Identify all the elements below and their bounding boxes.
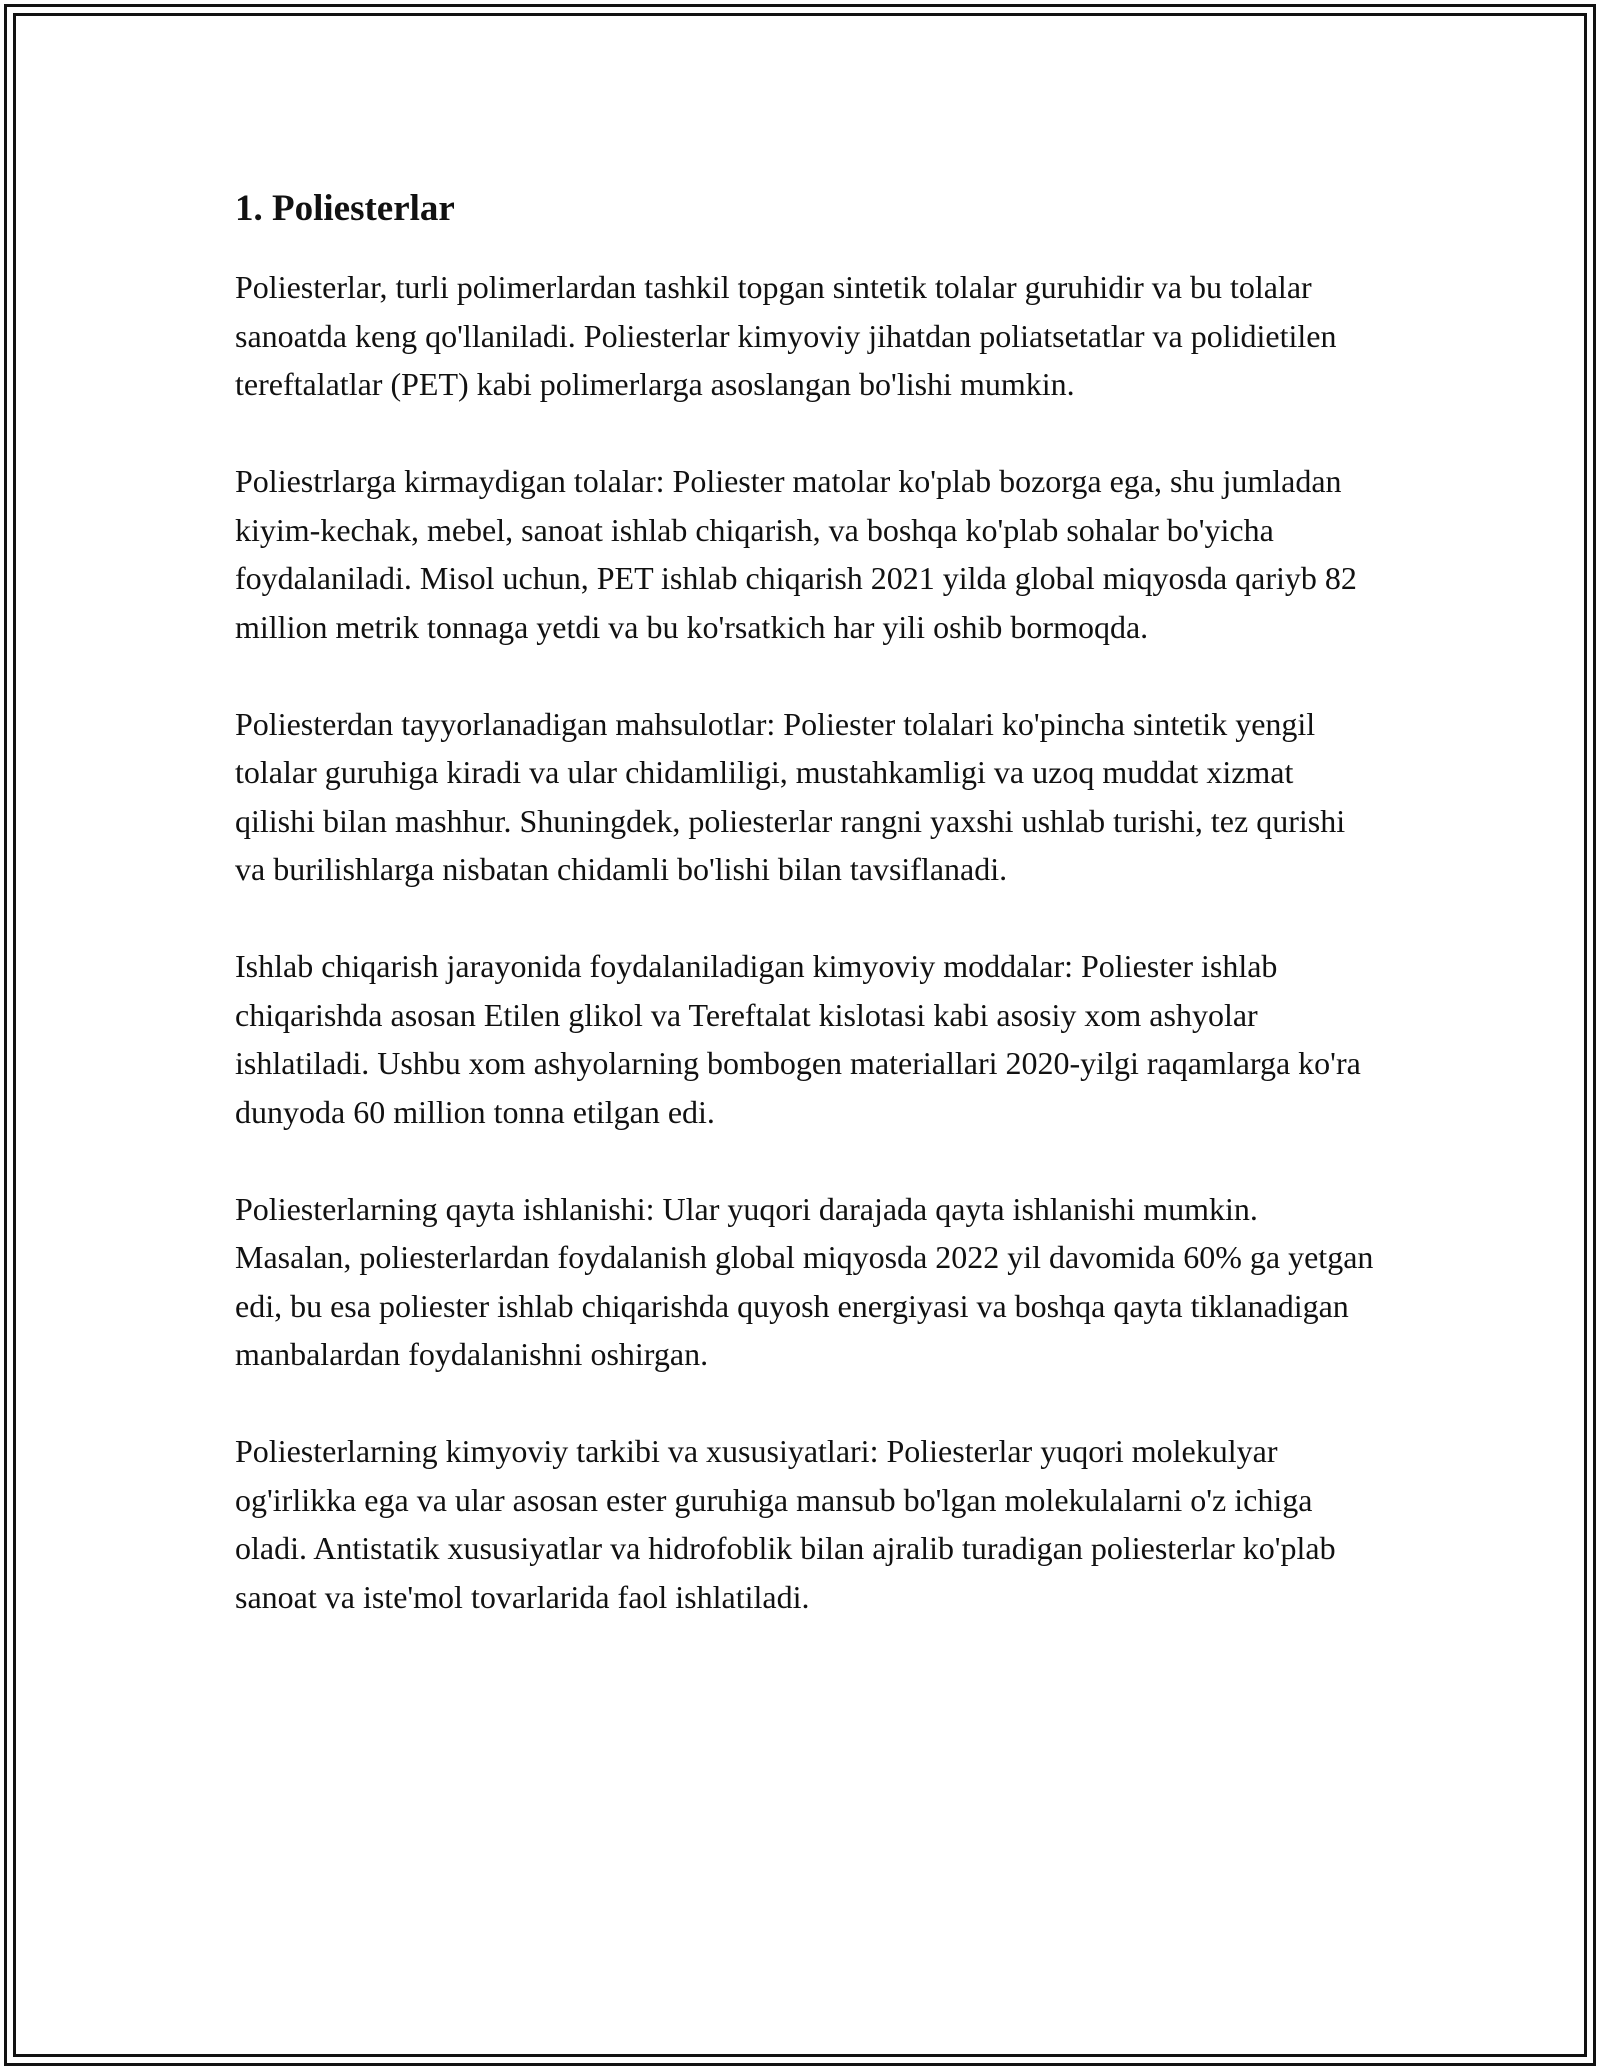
paragraph-intro: Poliesterlar, turli polimerlardan tashkil topgan sintetik tolalar guruhidir va bu tolalar sanoatda keng qo'llaniladi. Poliesterlar kimyoviy jihatdan poliatsetatlar va polidietilen tereftalatlar (PET) kabi polimerlarga asoslangan bo'lishi mumkin. — [235, 269, 1337, 402]
document-body — [235, 185, 1375, 1670]
paragraph-products: Poliesterdan tayyorlanadigan mahsulotlar: Poliester tolalari ko'pincha sintetik yengil tolalar guruhiga kiradi va ular chidamliligi, mustahkamligi va uzoq muddat xizmat qilishi bilan mashhur. Shuningdek, poliesterlar rangni yaxshi ushlab turishi, tez qurishi va burilishlarga nisbatan chidamli bo'lishi bilan tavsiflanadi. — [235, 705, 1346, 887]
paragraph-market: Poliestrlarga kirmaydigan tolalar: Poliester matolar ko'plab bozorga ega, shu jumladan kiyim-kechak, mebel, sanoat ishlab chiqarish, va boshqa ko'plab sohalar bo'yicha foydalaniladi. Misol uchun, PET ishlab chiqarish 2021 yilda global miqyosda qariyb 82 million metrik tonnaga yetdi va bu ko'rsatkich har yili oshib bormoqda. — [235, 463, 1357, 645]
section-heading: 1. Poliesterlar — [235, 188, 455, 229]
paragraph-recycling: Poliesterlarning qayta ishlanishi: Ular yuqori darajada qayta ishlanishi mumkin. Masalan, poliesterlardan foydalanish global miqyosda 2022 yil davomida 60% ga yetgan edi, bu esa poliester ishlab chiqarishda quyosh energiyasi va boshqa qayta tiklanadigan manbalardan foydalanishni oshirgan. — [235, 1190, 1374, 1372]
paragraph-chemicals: Ishlab chiqarish jarayonida foydalaniladigan kimyoviy moddalar: Poliester ishlab chiqarishda asosan Etilen glikol va Tereftalat kislotasi kabi asosiy xom ashyolar ishlatiladi. Ushbu xom ashyolarning bombogen materiallari 2020-yilgi raqamlarga ko'ra dunyoda 60 million tonna etilgan edi. — [235, 948, 1361, 1130]
paragraph-properties: Poliesterlarning kimyoviy tarkibi va xususiyatlari: Poliesterlar yuqori molekulyar og'irlikka ega va ular asosan ester guruhiga mansub bo'lgan molekulalarni o'z ichiga oladi. Antistatik xususiyatlar va hidrofoblik bilan ajralib turadigan poliesterlar ko'plab sanoat va iste'mol tovarlarida faol ishlatiladi. — [235, 1433, 1336, 1615]
